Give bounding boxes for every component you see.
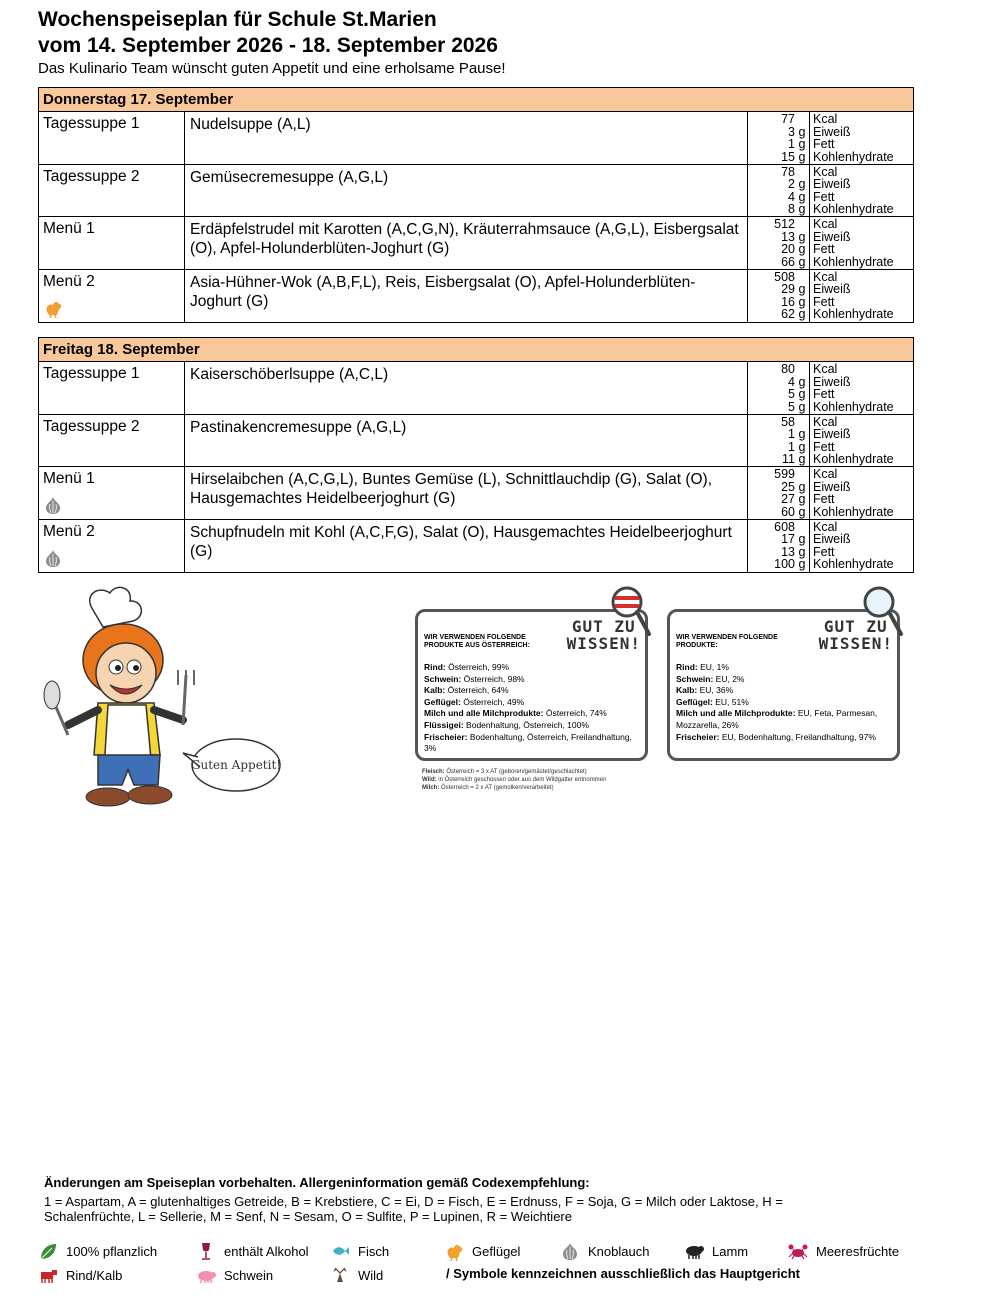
nutrient-unit: g (798, 504, 806, 519)
nutrient-label: Kohlenhydrate (813, 202, 894, 217)
nutrient-label: Fett (813, 439, 835, 454)
chicken-icon (43, 298, 63, 318)
nutrient-label: Fett (813, 294, 835, 309)
nutrient-values (748, 165, 810, 217)
menu-row (39, 467, 913, 520)
card-header: WIR VERWENDEN FOLGENDE PRODUKTE AUS ÖSTERREICH: (424, 634, 530, 649)
nutrient-label: Eiweiß (813, 479, 851, 494)
nutrient-label: Kohlenhydrate (813, 504, 894, 519)
nutrient-value: 1 (788, 439, 795, 454)
nutrient-unit: g (798, 492, 806, 507)
dish-description: Nudelsuppe (A,L) (185, 112, 748, 164)
nutrient-labels (810, 520, 913, 573)
nutrient-unit (795, 218, 809, 231)
legend-label: Meeresfrüchte (816, 1243, 900, 1259)
nutrient-values (748, 270, 810, 323)
nutrient-values (748, 112, 810, 164)
dish-description: Hirselaibchen (A,C,G,L), Buntes Gemüse (L), Schnittlauchdip (G), Salat (O), Hausgemachtes Heidelbeerjoghurt (G) (185, 467, 748, 519)
nutrient-value: 25 (781, 479, 795, 494)
legend-item (444, 1241, 520, 1261)
nutrient-label: Kcal (813, 467, 838, 481)
sheep-icon (684, 1241, 704, 1261)
nutrient-label: Fett (813, 387, 835, 402)
nutrient-labels (810, 467, 913, 519)
menu-label-text: Menü 2 (43, 522, 95, 540)
menu-label-text: Tagessuppe 2 (43, 167, 140, 185)
menu-label (39, 270, 185, 323)
nutrient-labels (810, 362, 913, 414)
menu-label-text: Tagessuppe 1 (43, 365, 140, 382)
chicken-icon (444, 1241, 464, 1261)
card-line: Geflügel: EU, 51% (676, 696, 749, 707)
card-line: Schwein: Österreich, 98% (424, 673, 525, 684)
chef-illustration (38, 585, 288, 835)
legend-item (684, 1241, 748, 1261)
nutrient-value: 5 (788, 399, 795, 414)
garlic-icon (560, 1241, 580, 1261)
nutrient-value: 58 (781, 414, 795, 429)
legend-label: Geflügel (472, 1243, 521, 1259)
nutrient-unit: g (798, 137, 806, 152)
nutrient-label: Kcal (813, 414, 838, 429)
nutrient-value: 100 (774, 557, 795, 572)
nutrient-label: Fett (813, 189, 835, 204)
info-card (415, 609, 648, 761)
menu-row (39, 217, 913, 270)
legend-label: 100% pflanzlich (66, 1243, 158, 1259)
origin-note: Wild: in Österreich geschossen oder aus dem Wildgatter entnommen (422, 777, 607, 783)
nutrient-values (748, 362, 810, 414)
nutrient-label: Kcal (813, 362, 838, 376)
menu-row (39, 270, 913, 323)
nutrient-labels (810, 270, 913, 323)
nutrient-unit: g (798, 229, 806, 244)
legend-item (196, 1241, 309, 1261)
nutrient-value: 5 (788, 387, 795, 402)
nutrient-value: 3 (788, 124, 795, 139)
nutrient-value: 599 (774, 467, 795, 481)
pig-icon (196, 1265, 216, 1285)
nutrient-labels (810, 112, 913, 164)
dish-description: Gemüsecremesuppe (A,G,L) (185, 165, 748, 217)
nutrient-value: 512 (774, 217, 795, 231)
menu-label-text: Tagessuppe 2 (43, 417, 140, 435)
card-line: Milch und alle Milchprodukte: EU, Feta, Parmesan, Mozzarella, 26% (676, 708, 878, 730)
nutrient-value: 1 (788, 137, 795, 152)
nutrient-labels (810, 217, 913, 269)
footer-title: Änderungen am Speiseplan vorbehalten. Allergeninformation gemäß Codexempfehlung: (44, 1175, 590, 1190)
nutrient-value: 4 (788, 189, 795, 204)
nutrient-unit: g (798, 387, 806, 402)
menu-row (39, 362, 913, 415)
nutrient-value: 62 (781, 307, 795, 322)
nutrient-label: Kcal (813, 164, 838, 179)
leaf-icon (38, 1241, 58, 1261)
dish-description: Asia-Hühner-Wok (A,B,F,L), Reis, Eisbergsalat (O), Apfel-Holunderblüten-Joghurt (G) (185, 270, 748, 323)
card-line: Rind: EU, 1% (676, 662, 729, 672)
nutrient-value: 15 (781, 149, 795, 164)
menu-label (39, 165, 185, 217)
nutrient-label: Fett (813, 137, 835, 152)
nutrient-unit: g (798, 307, 806, 322)
nutrient-unit: g (798, 124, 806, 139)
nutrient-unit: g (798, 399, 806, 414)
legend-label: Wild (358, 1267, 384, 1283)
nutrient-label: Kohlenhydrate (813, 557, 894, 572)
menu-label (39, 415, 185, 467)
legend-item (560, 1241, 649, 1261)
nutrient-values (748, 217, 810, 269)
nutrient-value: 66 (781, 254, 795, 269)
nutrient-unit: g (798, 544, 806, 559)
menu-label-text: Menü 1 (43, 220, 95, 237)
nutrient-value: 11 (782, 452, 795, 467)
nutrient-label: Eiweiß (813, 282, 851, 297)
deer-icon (330, 1265, 350, 1285)
legend-item (330, 1241, 389, 1261)
legend-label: enthält Alkohol (224, 1243, 309, 1259)
menu-label (39, 217, 185, 269)
nutrient-unit: g (798, 452, 806, 467)
wine-glass-icon (196, 1241, 216, 1261)
menu-label (39, 362, 185, 414)
origin-notes (422, 768, 662, 792)
nutrient-label: Kcal (813, 112, 838, 126)
legend-label: Knoblauch (588, 1243, 650, 1259)
nutrient-value: 13 (781, 544, 795, 559)
dish-description: Schupfnudeln mit Kohl (A,C,F,G), Salat (O), Hausgemachtes Heidelbeerjoghurt (G) (185, 520, 748, 573)
nutrient-label: Kcal (813, 217, 838, 231)
nutrient-value: 29 (781, 282, 795, 297)
nutrient-label: Eiweiß (813, 124, 851, 139)
nutrient-value: 8 (788, 202, 795, 217)
nutrient-label: Kohlenhydrate (813, 307, 894, 322)
nutrient-values (748, 520, 810, 573)
menu-row (39, 165, 913, 218)
nutrient-unit: g (798, 427, 806, 442)
nutrient-values (748, 467, 810, 519)
nutrient-unit: g (798, 374, 806, 389)
nutrient-value: 78 (781, 164, 795, 179)
legend-label: Rind/Kalb (66, 1267, 123, 1283)
nutrient-unit (795, 113, 809, 126)
card-body (424, 662, 644, 755)
nutrient-label: Kcal (813, 269, 838, 284)
subtitle: Das Kulinario Team wünscht guten Appetit und eine erholsame Pause! (38, 60, 506, 77)
legend-item (330, 1265, 383, 1285)
nutrient-label: Fett (813, 242, 835, 257)
nutrient-label: Eiweiß (813, 177, 851, 192)
nutrient-unit: g (798, 254, 806, 269)
nutrient-value: 4 (788, 374, 795, 389)
nutrient-values (748, 415, 810, 467)
card-line: Kalb: EU, 36% (676, 685, 734, 696)
date-range: vom 14. September 2026 - 18. September 2026 (38, 34, 498, 57)
nutrient-value: 77 (781, 112, 795, 126)
nutrient-label: Kohlenhydrate (813, 452, 894, 467)
card-body (676, 662, 896, 743)
menu-row (39, 520, 913, 573)
nutrient-label: Eiweiß (813, 229, 851, 244)
nutrient-label: Fett (813, 544, 835, 559)
legend-label: Fisch (358, 1243, 390, 1259)
menu-label (39, 467, 185, 519)
nutrient-label: Kcal (813, 519, 838, 534)
legend-item (788, 1241, 899, 1261)
nutrient-unit: g (798, 149, 806, 164)
nutrient-value: 16 (781, 294, 795, 309)
nutrient-label: Eiweiß (813, 427, 851, 442)
card-line: Rind: Österreich, 99% (424, 662, 510, 672)
garlic-icon (43, 548, 63, 568)
nutrient-label: Kohlenhydrate (813, 149, 894, 164)
nutrient-unit (795, 363, 809, 376)
cow-icon (38, 1265, 58, 1285)
nutrient-label: Eiweiß (813, 374, 851, 389)
nutrient-value: 20 (781, 242, 795, 257)
menu-label-text: Tagessuppe 1 (43, 115, 140, 132)
nutrient-labels (810, 415, 913, 467)
menu-label-text: Menü 1 (43, 470, 95, 487)
menu-row (39, 415, 913, 468)
nutrient-unit: g (798, 532, 806, 547)
nutrient-value: 17 (781, 532, 795, 547)
nutrient-unit: g (798, 282, 806, 297)
legend-label: Schwein (224, 1267, 274, 1283)
nutrient-value: 60 (781, 504, 795, 519)
menu-label (39, 112, 185, 164)
nutrient-label: Fett (813, 492, 835, 507)
origin-note: Milch: Österreich = 2 x AT (gemolken/verarbeitet) (422, 785, 554, 791)
magnifier-icon (609, 584, 653, 638)
nutrient-unit: g (798, 242, 806, 257)
card-line: Frischeier: Bodenhaltung, Österreich, Freilandhaltung, 3% (424, 731, 632, 754)
card-line: Frischeier: EU, Bodenhaltung, Freilandhaltung, 97% (676, 731, 876, 742)
card-line: Schwein: EU, 2% (676, 673, 745, 684)
nutrient-unit: g (798, 177, 806, 192)
nutrient-unit (795, 468, 809, 481)
magnifier-icon (861, 584, 905, 638)
nutrient-value: 27 (781, 492, 795, 507)
legend-item (196, 1265, 273, 1285)
menu-label-text: Menü 2 (43, 272, 95, 290)
nutrient-value: 608 (774, 519, 795, 534)
legend-item (38, 1241, 157, 1261)
legend-item (38, 1265, 122, 1285)
nutrient-unit: g (798, 557, 806, 572)
nutrient-unit: g (798, 189, 806, 204)
nutrient-label: Kohlenhydrate (813, 399, 894, 414)
nutrient-unit: g (798, 294, 806, 309)
info-card (667, 609, 900, 761)
card-line: Kalb: Österreich, 64% (424, 685, 509, 696)
legend-note: / Symbole kennzeichnen ausschließlich das Hauptgericht (446, 1266, 800, 1281)
garlic-icon (43, 495, 63, 515)
card-line: Flüssigei: Bodenhaltung, Österreich, 100% (424, 719, 589, 730)
nutrient-value: 508 (774, 269, 795, 284)
nutrient-unit: g (798, 202, 806, 217)
nutrient-value: 80 (781, 362, 795, 376)
origin-note: Fleisch: Österreich = 3 x AT (geboren/gemästet/geschlachtet) (422, 769, 587, 775)
day-header: Donnerstag 17. September (39, 88, 913, 112)
card-badge: GUT ZU WISSEN! (818, 617, 893, 653)
nutrient-value: 1 (788, 427, 795, 442)
fish-icon (330, 1241, 350, 1261)
day-header: Freitag 18. September (39, 338, 913, 362)
nutrient-label: Kohlenhydrate (813, 254, 894, 269)
menu-label (39, 520, 185, 573)
menu-row (39, 112, 913, 165)
nutrient-label: Eiweiß (813, 532, 851, 547)
card-header: WIR VERWENDEN FOLGENDE PRODUKTE: (676, 634, 778, 649)
dish-description: Kaiserschöberlsuppe (A,C,L) (185, 362, 748, 414)
nutrient-unit: g (798, 439, 806, 454)
card-line: Milch und alle Milchprodukte: Österreich, 74% (424, 708, 607, 719)
allergen-legend: 1 = Aspartam, A = glutenhaltiges Getreide, B = Krebstiere, C = Ei, D = Fisch, E = Erdnuss, F = Soja, G = Milch oder Laktose, H = Schalenfrüchte, L = Sellerie, M = Senf, N = Sesam, O = Sulfite, P = Lupinen, R = Weichtiere (44, 1194, 783, 1224)
card-line: Geflügel: Österreich, 49% (424, 696, 525, 707)
page-title: Wochenspeiseplan für Schule St.Marien (38, 8, 437, 31)
day-table (38, 337, 914, 573)
card-badge: GUT ZU WISSEN! (566, 617, 641, 653)
dish-description: Erdäpfelstrudel mit Karotten (A,C,G,N), Kräuterrahmsauce (A,G,L), Eisbergsalat (O), Apfel-Holunderblüten-Joghurt (G) (185, 217, 748, 269)
nutrient-value: 13 (781, 229, 795, 244)
legend-label: Lamm (712, 1243, 749, 1259)
crab-icon (788, 1241, 808, 1261)
dish-description: Pastinakencremesuppe (A,G,L) (185, 415, 748, 467)
nutrient-value: 2 (788, 177, 795, 192)
speech-bubble-text: Guten Appetit! (190, 758, 282, 772)
nutrient-unit: g (798, 479, 806, 494)
nutrient-labels (810, 165, 913, 217)
day-table (38, 87, 914, 323)
